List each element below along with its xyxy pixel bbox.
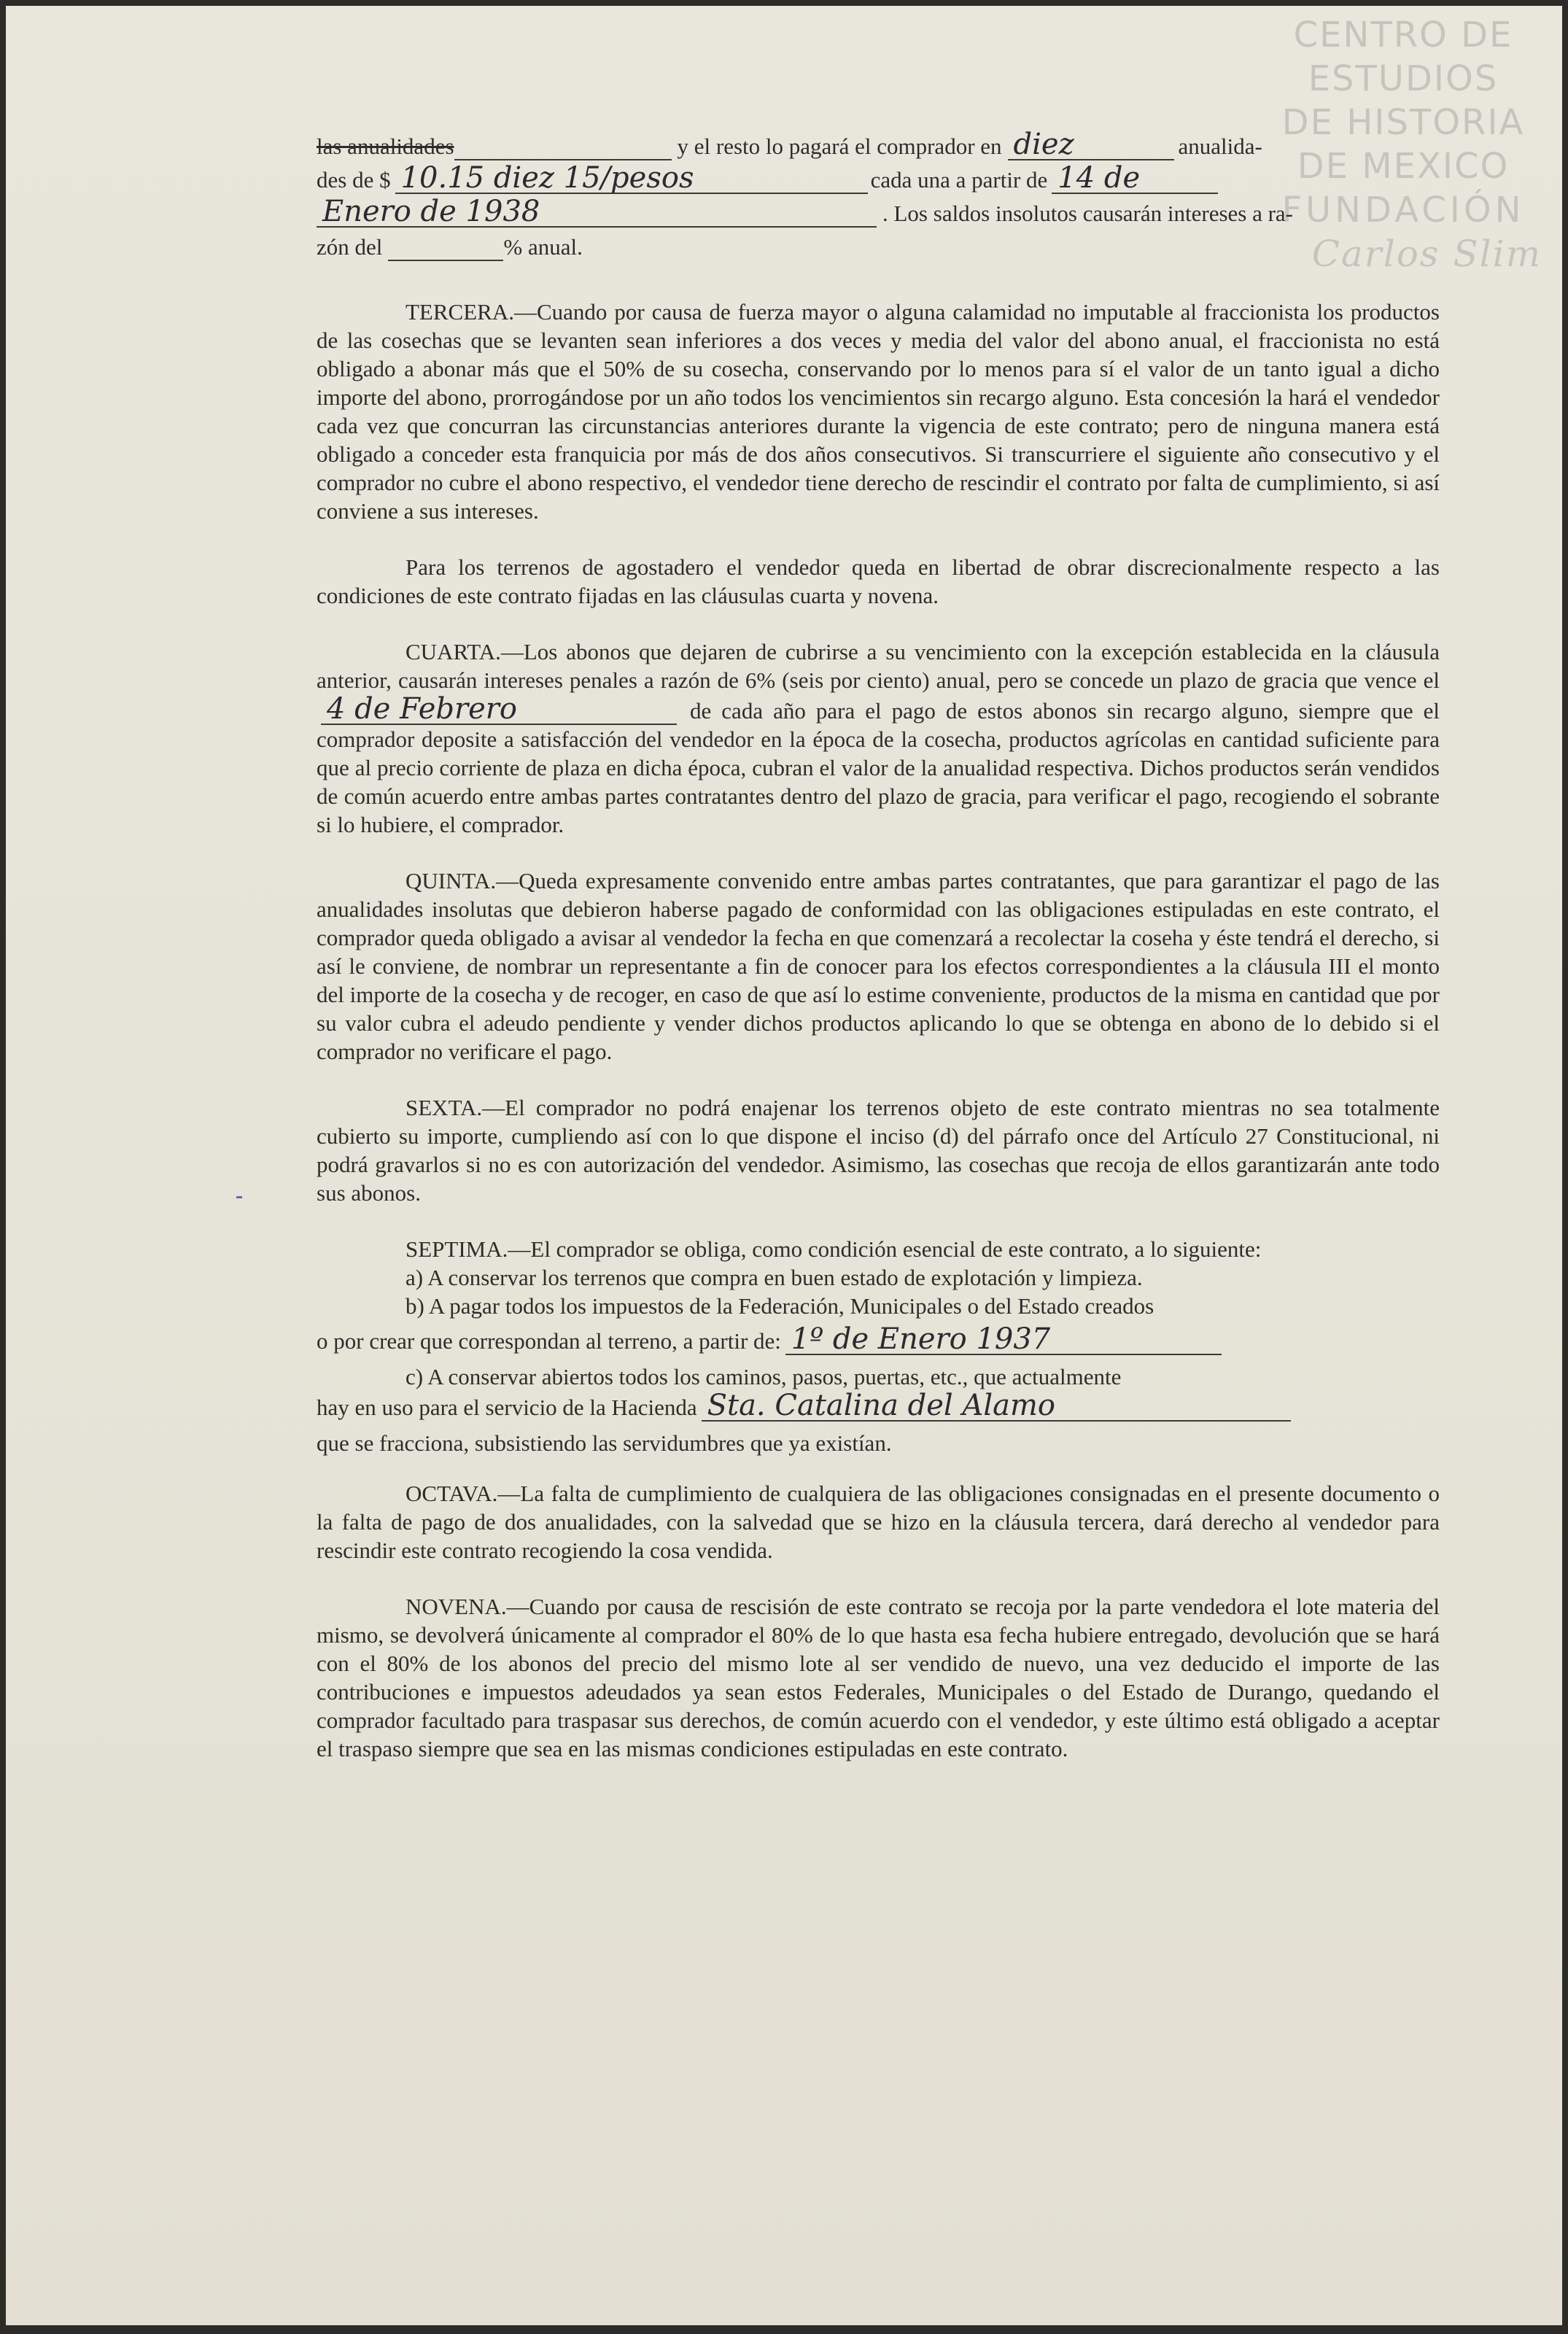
clause-septima: SEPTIMA.—El comprador se obliga, como condición esencial de este contrato, a lo siguiente: a) A conservar los terrenos que compra en buen estado de explotación y limpieza. b) A pagar todos los impuestos de la Federación, Municipales o del Estado creados o por crear que correspondan al terreno, a partir de: 1º de Enero 1937 c) A conservar abiertos todos los caminos, pasos, puertas, etc., que actualmente hay en uso para el servicio de la Hacienda Sta. Catalina del Alamo que se fracciona, subsistiendo las servidumbres que ya existían.: [317, 1235, 1440, 1457]
header-line-1: las anualidades y el resto lo pagará el comprador en diez anualida-: [317, 128, 1262, 161]
header-line-2: des de $ 10.15 diez 15/pesos cada una a partir de 14 de: [317, 163, 1440, 194]
ink-mark: [236, 1196, 242, 1198]
signature: Carlos Slim: [1311, 233, 1542, 275]
clause-octava: OCTAVA.—La falta de cumplimiento de cualquiera de las obligaciones consignadas en el presente documento o la falta de pago de dos anualidades, con la salvedad que se hizo en la cláusula tercera, dará derecho al vendedor para rescindir este contrato recogiendo la cosa vendida.: [317, 1481, 1440, 1563]
paragraph-agostadero: Para los terrenos de agostadero el vendedor queda en libertad de obrar discrecionalmente respecto a las condiciones de este contrato fijadas en las cláusulas cuarta y novena.: [317, 554, 1440, 608]
header-line-3: Enero de 1938 . Los saldos insolutos causarán intereses a ra-: [317, 197, 1440, 228]
header-line-4: zón del % anual.: [317, 230, 1440, 261]
clause-novena: NOVENA.—Cuando por causa de rescisión de este contrato se recoja por la parte vendedora el lote materia del mismo, se devolverá únicamente al comprador el 80% de lo que hasta esa fecha hubiere entregado, devolución que se hará con el 80% de los abonos del precio del mismo lote al ser vendido de nuevo, una vez deducido el importe de las contribuciones e impuestos adeudados ya sean estos Federales, Municipales o del Estado de Durango, quedando el comprador facultado para traspasar sus derechos, de común acuerdo con el vendedor, y este último está obligado a aceptar el traspaso siempre que sea en las mismas condiciones estipuladas en este contrato.: [317, 1594, 1440, 1761]
document-page: [6, 6, 1562, 2325]
clause-quinta: QUINTA.—Queda expresamente convenido entre ambas partes contratantes, que para garantizar el pago de las anualidades insolutas que debieron haberse pagado de conformidad con las obligaciones estipuladas en este contrato, el comprador queda obligado a avisar al vendedor la fecha en que comenzará a recolectar la coseha y éste tendrá el derecho, si así le conviene, de nombrar un representante a fin de conocer para los efectos correspondientes a la cláusula III el monto del importe de la cosecha y de recoger, en caso de que así lo estime conveniente, productos de la misma en cantidad que por su valor cubra el adeudo pendiente y vender dichos productos aplicando lo que se obtenga en abono de lo debido si el comprador no verificare el pago.: [317, 868, 1440, 1064]
clause-cuarta: CUARTA.—Los abonos que dejaren de cubrirse a su vencimiento con la excepción establecida en la cláusula anterior, causarán intereses penales a razón de 6% (seis por ciento) anual, pero se concede un plazo de gracia que vence el 4 de Febrero de cada año para el pago de estos abonos sin recargo alguno, siempre que el comprador deposite a satisfacción del vendedor en la época de la cosecha, productos agrícolas en cantidad suficiente para que al precio corriente de plaza en dicha época, cubran el valor de la anualidad respectiva. Dichos productos serán vendidos de común acuerdo entre ambas partes contratantes dentro del plazo de gracia, para verificar el pago, recogiendo el sobrante si lo hubiere, el comprador.: [317, 639, 1440, 837]
clause-tercera: TERCERA.—Cuando por causa de fuerza mayor o alguna calamidad no imputable al fraccionista los productos de las cosechas que se levanten sean inferiores a dos veces y media del valor del abono anual, el fraccionista no está obligado a abonar más que el 50% de su cosecha, conservando por lo menos para sí el valor de un tanto igual a dicho importe del abono, prorrogándose por un año todos los vencimientos sin recargo alguno. Esta concesión la hará el vendedor cada vez que concurran las circunstancias anteriores durante la vigencia de este contrato; pero de ninguna manera está obligado a conceder esta franquicia por más de dos años consecutivos. Si transcurriere el siguiente año consecutivo y el comprador no cubre el abono respectivo, el vendedor tiene derecho de rescindir el contrato por falta de cumplimiento, si así conviene a sus intereses.: [317, 299, 1440, 524]
archive-watermark: CENTRO DE ESTUDIOS DE HISTORIA DE MEXICO FUNDACIÓN Carlos Slim: [1257, 13, 1549, 276]
clause-sexta: SEXTA.—El comprador no podrá enajenar los terrenos objeto de este contrato mientras no sea totalmente cubierto su importe, cumpliendo así con lo que dispone el inciso (d) del párrafo once del Artículo 27 Constitucional, ni podrá gravarlos si no es con autorización del vendedor. Asimismo, las cosechas que recoja de ellos garantizarán ante todo sus abonos.: [317, 1095, 1440, 1206]
contract-body: [317, 130, 1440, 1763]
